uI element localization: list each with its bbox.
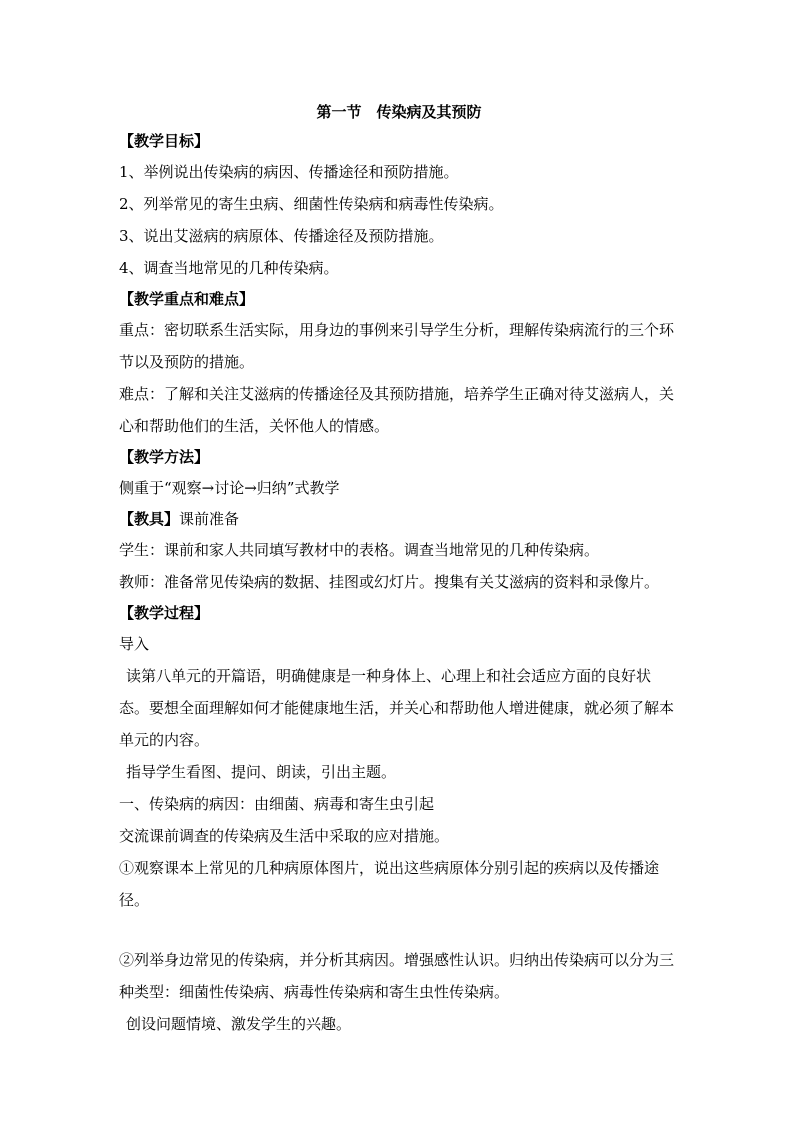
key-points-heading: 【教学重点和难点】 (119, 290, 255, 308)
method-heading: 【教学方法】 (119, 448, 210, 466)
part1-item-1: ①观察课本上常见的几种病原体图片，说出这些病原体分别引起的疾病以及传播途径。 (119, 859, 660, 909)
difficulty-paragraph: 难点：了解和关注艾滋病的传播途径及其预防措施，培养学生正确对待艾滋病人，关心和帮助他们的生活，关怀他人的情感。 (119, 385, 675, 435)
objective-item: 1、举例说出传染病的病因、传播途径和预防措施。 (119, 163, 459, 181)
focus-paragraph: 重点：密切联系生活实际，用身边的事例来引导学生分析，理解传染病流行的三个环节以及预防的措施。 (119, 321, 675, 371)
intro-paragraph: 读第八单元的开篇语，明确健康是一种身体上、心理上和社会适应方面的良好状态。要想全面理解如何才能健康地生活，并关心和帮助他人增进健康，就必须了解本单元的内容。 (119, 667, 675, 749)
student-prep-paragraph: 学生：课前和家人共同填写教材中的表格。调查当地常见的几种传染病。 (119, 541, 600, 559)
objective-item: 4、调查当地常见的几种传染病。 (119, 259, 339, 277)
tools-heading-suffix: 课前准备 (179, 510, 240, 528)
intro-label: 导入 (119, 635, 150, 653)
objective-item: 2、列举常见的寄生虫病、细菌性传染病和病毒性传染病。 (119, 195, 504, 213)
guide-paragraph: 指导学生看图、提问、朗读，引出主题。 (126, 763, 397, 781)
tools-heading-label: 【教具】 (119, 510, 180, 528)
part1-exchange: 交流课前调查的传染病及生活中采取的应对措施。 (119, 827, 450, 845)
process-heading: 【教学过程】 (119, 604, 210, 622)
objective-item: 3、说出艾滋病的病原体、传播途径及预防措施。 (119, 227, 444, 245)
part1-item-2: ②列举身边常见的传染病，并分析其病因。增强感性认识。归纳出传染病可以分为三种类型：细菌性传染病、病毒性传染病和寄生虫性传染病。 (119, 951, 675, 1001)
method-paragraph: 侧重于“观察→讨论→归纳”式教学 (119, 479, 340, 497)
part1-closing: 创设问题情境、激发学生的兴趣。 (126, 1015, 352, 1033)
document-content (119, 98, 679, 1040)
page-title: 第一节 传染病及其预防 (316, 103, 482, 121)
objectives-heading: 【教学目标】 (119, 132, 210, 150)
blank-line (119, 916, 679, 944)
part1-title: 一、传染病的病因：由细菌、病毒和寄生虫引起 (119, 795, 435, 813)
teacher-prep-paragraph: 教师：准备常见传染病的数据、挂图或幻灯片。搜集有关艾滋病的资料和录像片。 (119, 573, 660, 591)
tools-heading (119, 504, 679, 534)
